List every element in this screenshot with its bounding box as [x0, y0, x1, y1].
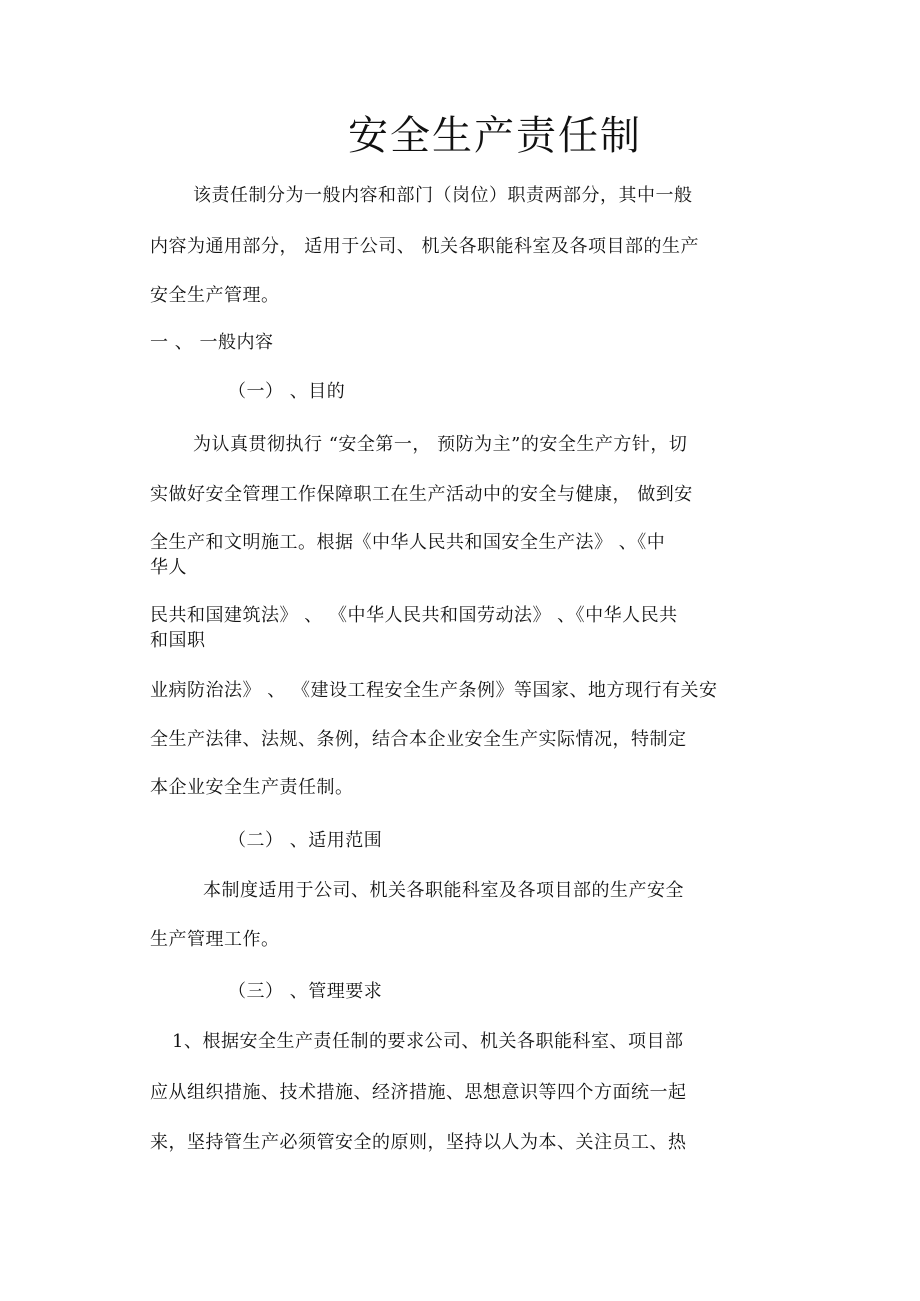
section-heading: 一 、 一般内容: [150, 332, 274, 353]
paragraph-line: 为认真贯彻执行 “安全第一， 预防为主”的安全生产方针，切: [193, 434, 688, 455]
subsection-heading: （三） 、管理要求: [228, 981, 383, 1002]
paragraph-line: 华人: [150, 557, 187, 578]
paragraph-line: 1、根据安全生产责任制的要求公司、机关各职能科室、项目部: [172, 1031, 684, 1052]
paragraph-line: 业病防治法》 、 《建设工程安全生产条例》等国家、地方现行有关安: [150, 680, 718, 701]
paragraph-line: 本企业安全生产责任制。: [150, 777, 354, 798]
paragraph-line: 本制度适用于公司、机关各职能科室及各项目部的生产安全: [203, 880, 684, 901]
paragraph-line: 应从组织措施、技术措施、经济措施、思想意识等四个方面统一起: [150, 1082, 687, 1103]
subsection-heading: （一） 、目的: [228, 381, 346, 402]
paragraph-line: 安全生产管理。: [150, 285, 280, 306]
paragraph-line: 全生产法律、法规、条例，结合本企业安全生产实际情况，特制定: [150, 729, 687, 750]
subsection-heading: （二） 、适用范围: [228, 830, 383, 851]
paragraph-line: 来，坚持管生产必须管安全的原则，坚持以人为本、关注员工、热: [150, 1132, 687, 1153]
document-title: 安全生产责任制: [348, 113, 642, 159]
paragraph-line: 民共和国建筑法》 、 《中华人民共和国劳动法》 、《中华人民共: [150, 605, 678, 626]
paragraph-line: 该责任制分为一般内容和部门（岗位）职责两部分，其中一般: [193, 185, 693, 206]
paragraph-line: 实做好安全管理工作保障职工在生产活动中的安全与健康， 做到安: [150, 484, 693, 505]
paragraph-line: 和国职: [150, 630, 206, 651]
paragraph-line: 内容为通用部分， 适用于公司、 机关各职能科室及各项目部的生产: [150, 236, 699, 257]
paragraph-line: 全生产和文明施工。根据《中华人民共和国安全生产法》 、《中: [150, 532, 666, 553]
paragraph-line: 生产管理工作。: [150, 929, 280, 950]
